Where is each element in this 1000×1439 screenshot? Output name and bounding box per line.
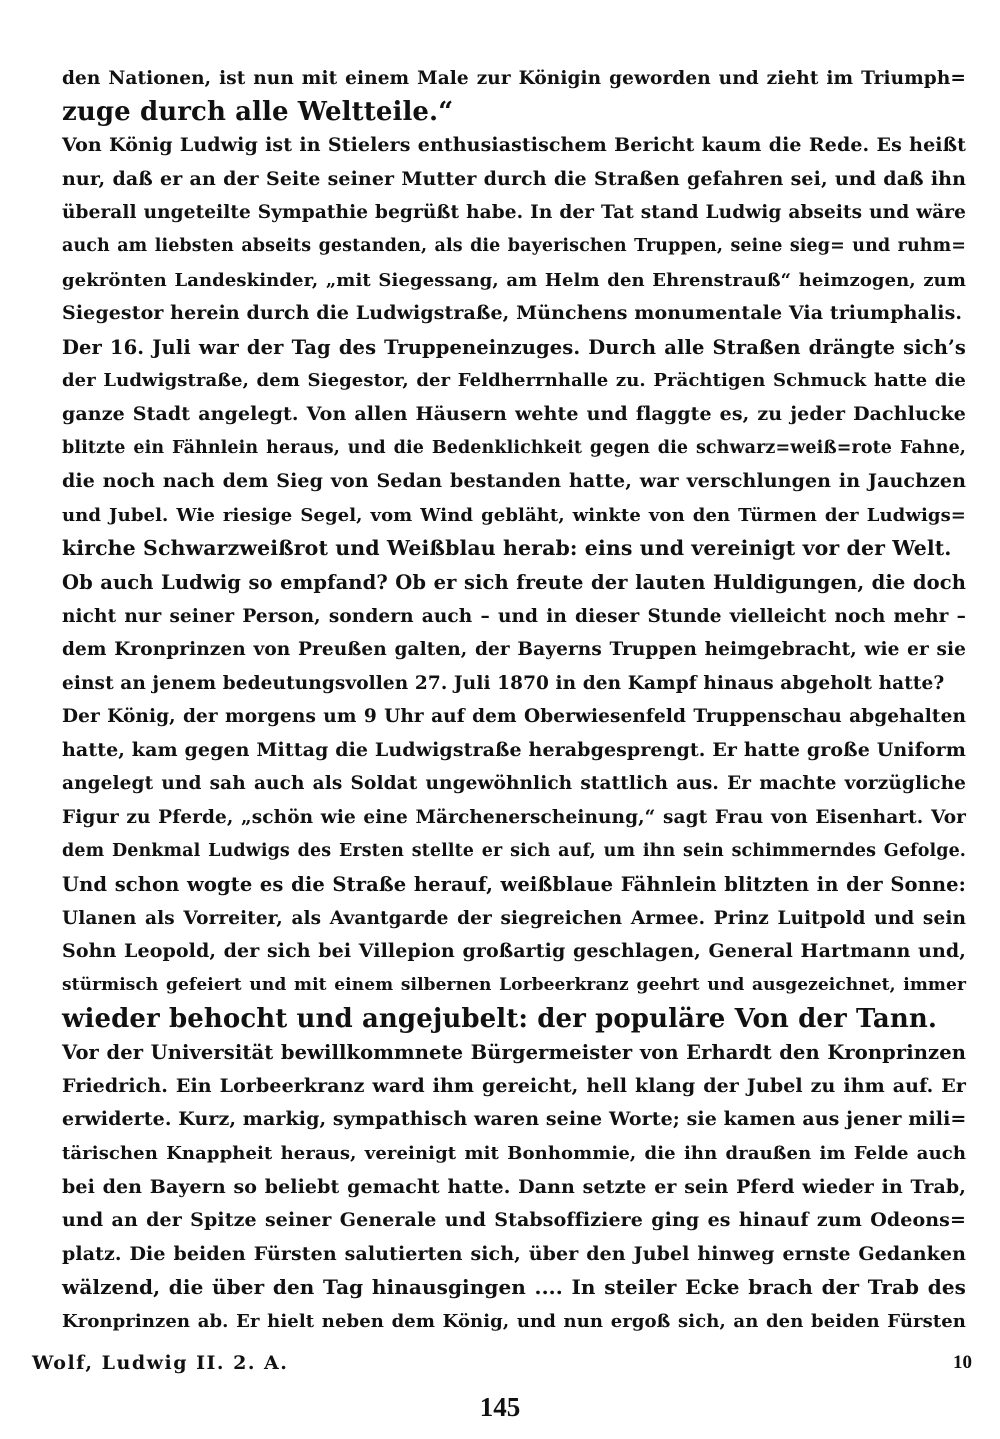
text-line: Siegestor herein durch die Ludwigstraße, Münchens monumentale Via triumphalis. <box>62 302 963 325</box>
text-line: blitzte ein Fähnlein heraus, und die Bedenklichkeit gegen die schwarz=weiß=rote Fahne, <box>62 437 966 458</box>
paragraph <box>62 331 966 566</box>
paragraph <box>62 566 966 700</box>
text-line: platz. Die beiden Fürsten salutierten sich, über den Jubel hinweg ernste Gedanken <box>62 1242 966 1265</box>
text-line: Friedrich. Ein Lorbeerkranz ward ihm gereicht, hell klang der Jubel zu ihm auf. Er <box>62 1074 966 1097</box>
text-line: der Ludwigstraße, dem Siegestor, der Feldherrnhalle zu. Prächtigen Schmuck hatte die <box>62 370 966 392</box>
text-line: dem Denkmal Ludwigs des Ersten stellte er sich auf, um ihn sein schimmerndes Gefolge. <box>62 840 966 861</box>
paragraph <box>62 1036 966 1338</box>
page-body <box>62 62 966 1339</box>
paragraph <box>62 129 966 331</box>
text-line: erwiderte. Kurz, markig, sympathisch waren seine Worte; sie kamen aus jener mili= <box>62 1108 967 1131</box>
paragraph <box>62 62 966 129</box>
text-line: Sohn Leopold, der sich bei Villepion großartig geschlagen, General Hartmann und, <box>62 940 966 963</box>
text-line: kirche Schwarzweißrot und Weißblau herab: eins und vereinigt vor der Welt. <box>62 536 952 561</box>
text-line: bei den Bayern so beliebt gemacht hatte. Dann setzte er sein Pferd wieder in Trab, <box>62 1175 966 1198</box>
sheet-number: 10 <box>953 1352 972 1373</box>
text-line: Kronprinzen ab. Er hielt neben dem König, und nun ergoß sich, an den beiden Fürsten <box>62 1310 966 1332</box>
text-line: Figur zu Pferde, „schön wie eine Märchenerscheinung,“ sagt Frau von Eisenhart. Vor <box>62 807 966 829</box>
text-line: Von König Ludwig ist in Stielers enthusiastischem Bericht kaum die Rede. Es heißt <box>62 134 966 157</box>
page-number: 145 <box>479 1392 521 1422</box>
text-line: wälzend, die über den Tag hinausgingen .... In steiler Ecke brach der Trab des <box>62 1275 966 1300</box>
text-line: die noch nach dem Sieg von Sedan bestanden hatte, war verschlungen in Jauchzen <box>62 470 966 493</box>
text-line: Der König, der morgens um 9 Uhr auf dem Oberwiesenfeld Truppenschau abgehalten <box>62 706 966 728</box>
text-line: einst an jenem bedeutungsvollen 27. Juli 1870 in den Kampf hinaus abgeholt hatte? <box>62 672 945 694</box>
page-footer <box>32 1352 972 1382</box>
text-line: nicht nur seiner Person, sondern auch – und in dieser Stunde vielleicht noch mehr – <box>62 605 966 627</box>
text-line: Und schon wogte es die Straße herauf, weißblaue Fähnlein blitzten in der Sonne: <box>62 873 966 897</box>
text-line: tärischen Knappheit heraus, vereinigt mit Bonhommie, die ihn draußen im Felde auch <box>62 1143 966 1164</box>
text-line: überall ungeteilte Sympathie begrüßt habe. In der Tat stand Ludwig abseits und wäre <box>62 202 966 224</box>
text-line: zuge durch alle Weltteile.“ <box>62 96 454 127</box>
text-line: stürmisch gefeiert und mit einem silbernen Lorbeerkranz geehrt und ausgezeichnet, immer <box>62 975 966 996</box>
paragraph <box>62 700 966 1036</box>
text-line: dem Kronprinzen von Preußen galten, der Bayerns Truppen heimgebracht, wie er sie <box>62 639 966 661</box>
text-line: Ulanen als Vorreiter, als Avantgarde der siegreichen Armee. Prinz Luitpold und sein <box>62 907 966 929</box>
text-line: auch am liebsten abseits gestanden, als die bayerischen Truppen, seine sieg= und ruhm= <box>62 235 966 256</box>
text-line: ganze Stadt angelegt. Von allen Häusern wehte und flaggte es, zu jeder Dachlucke <box>62 402 966 425</box>
text-line: den Nationen, ist nun mit einem Male zur Königin geworden und zieht im Triumph= <box>62 68 966 89</box>
text-line: Vor der Universität bewillkommnete Bürgermeister von Erhardt den Kronprinzen <box>62 1041 966 1065</box>
text-line: und Jubel. Wie riesige Segel, vom Wind gebläht, winkte von den Türmen der Ludwigs= <box>62 504 966 526</box>
text-line: nur, daß er an der Seite seiner Mutter durch die Straßen gefahren sei, und daß ihn <box>62 167 966 190</box>
text-line: hatte, kam gegen Mittag die Ludwigstraße herabgesprengt. Er hatte große Uniform <box>62 738 966 761</box>
text-line: Der 16. Juli war der Tag des Truppeneinzuges. Durch alle Straßen drängte sich’s <box>62 335 966 359</box>
signature-mark: Wolf, Ludwig II. 2. A. <box>32 1352 289 1374</box>
text-line: angelegt und sah auch als Soldat ungewöhnlich stattlich aus. Er machte vorzügliche <box>62 773 966 795</box>
text-line: gekrönten Landeskinder, „mit Siegessang, am Helm den Ehrenstrauß“ heimzogen, zum <box>62 269 966 291</box>
text-line: und an der Spitze seiner Generale und Stabsoffiziere ging es hinauf zum Odeons= <box>62 1209 966 1232</box>
text-line: Ob auch Ludwig so empfand? Ob er sich freute der lauten Huldigungen, die doch <box>62 570 966 594</box>
text-line: wieder behocht und angejubelt: der populäre Von der Tann. <box>62 1003 938 1034</box>
